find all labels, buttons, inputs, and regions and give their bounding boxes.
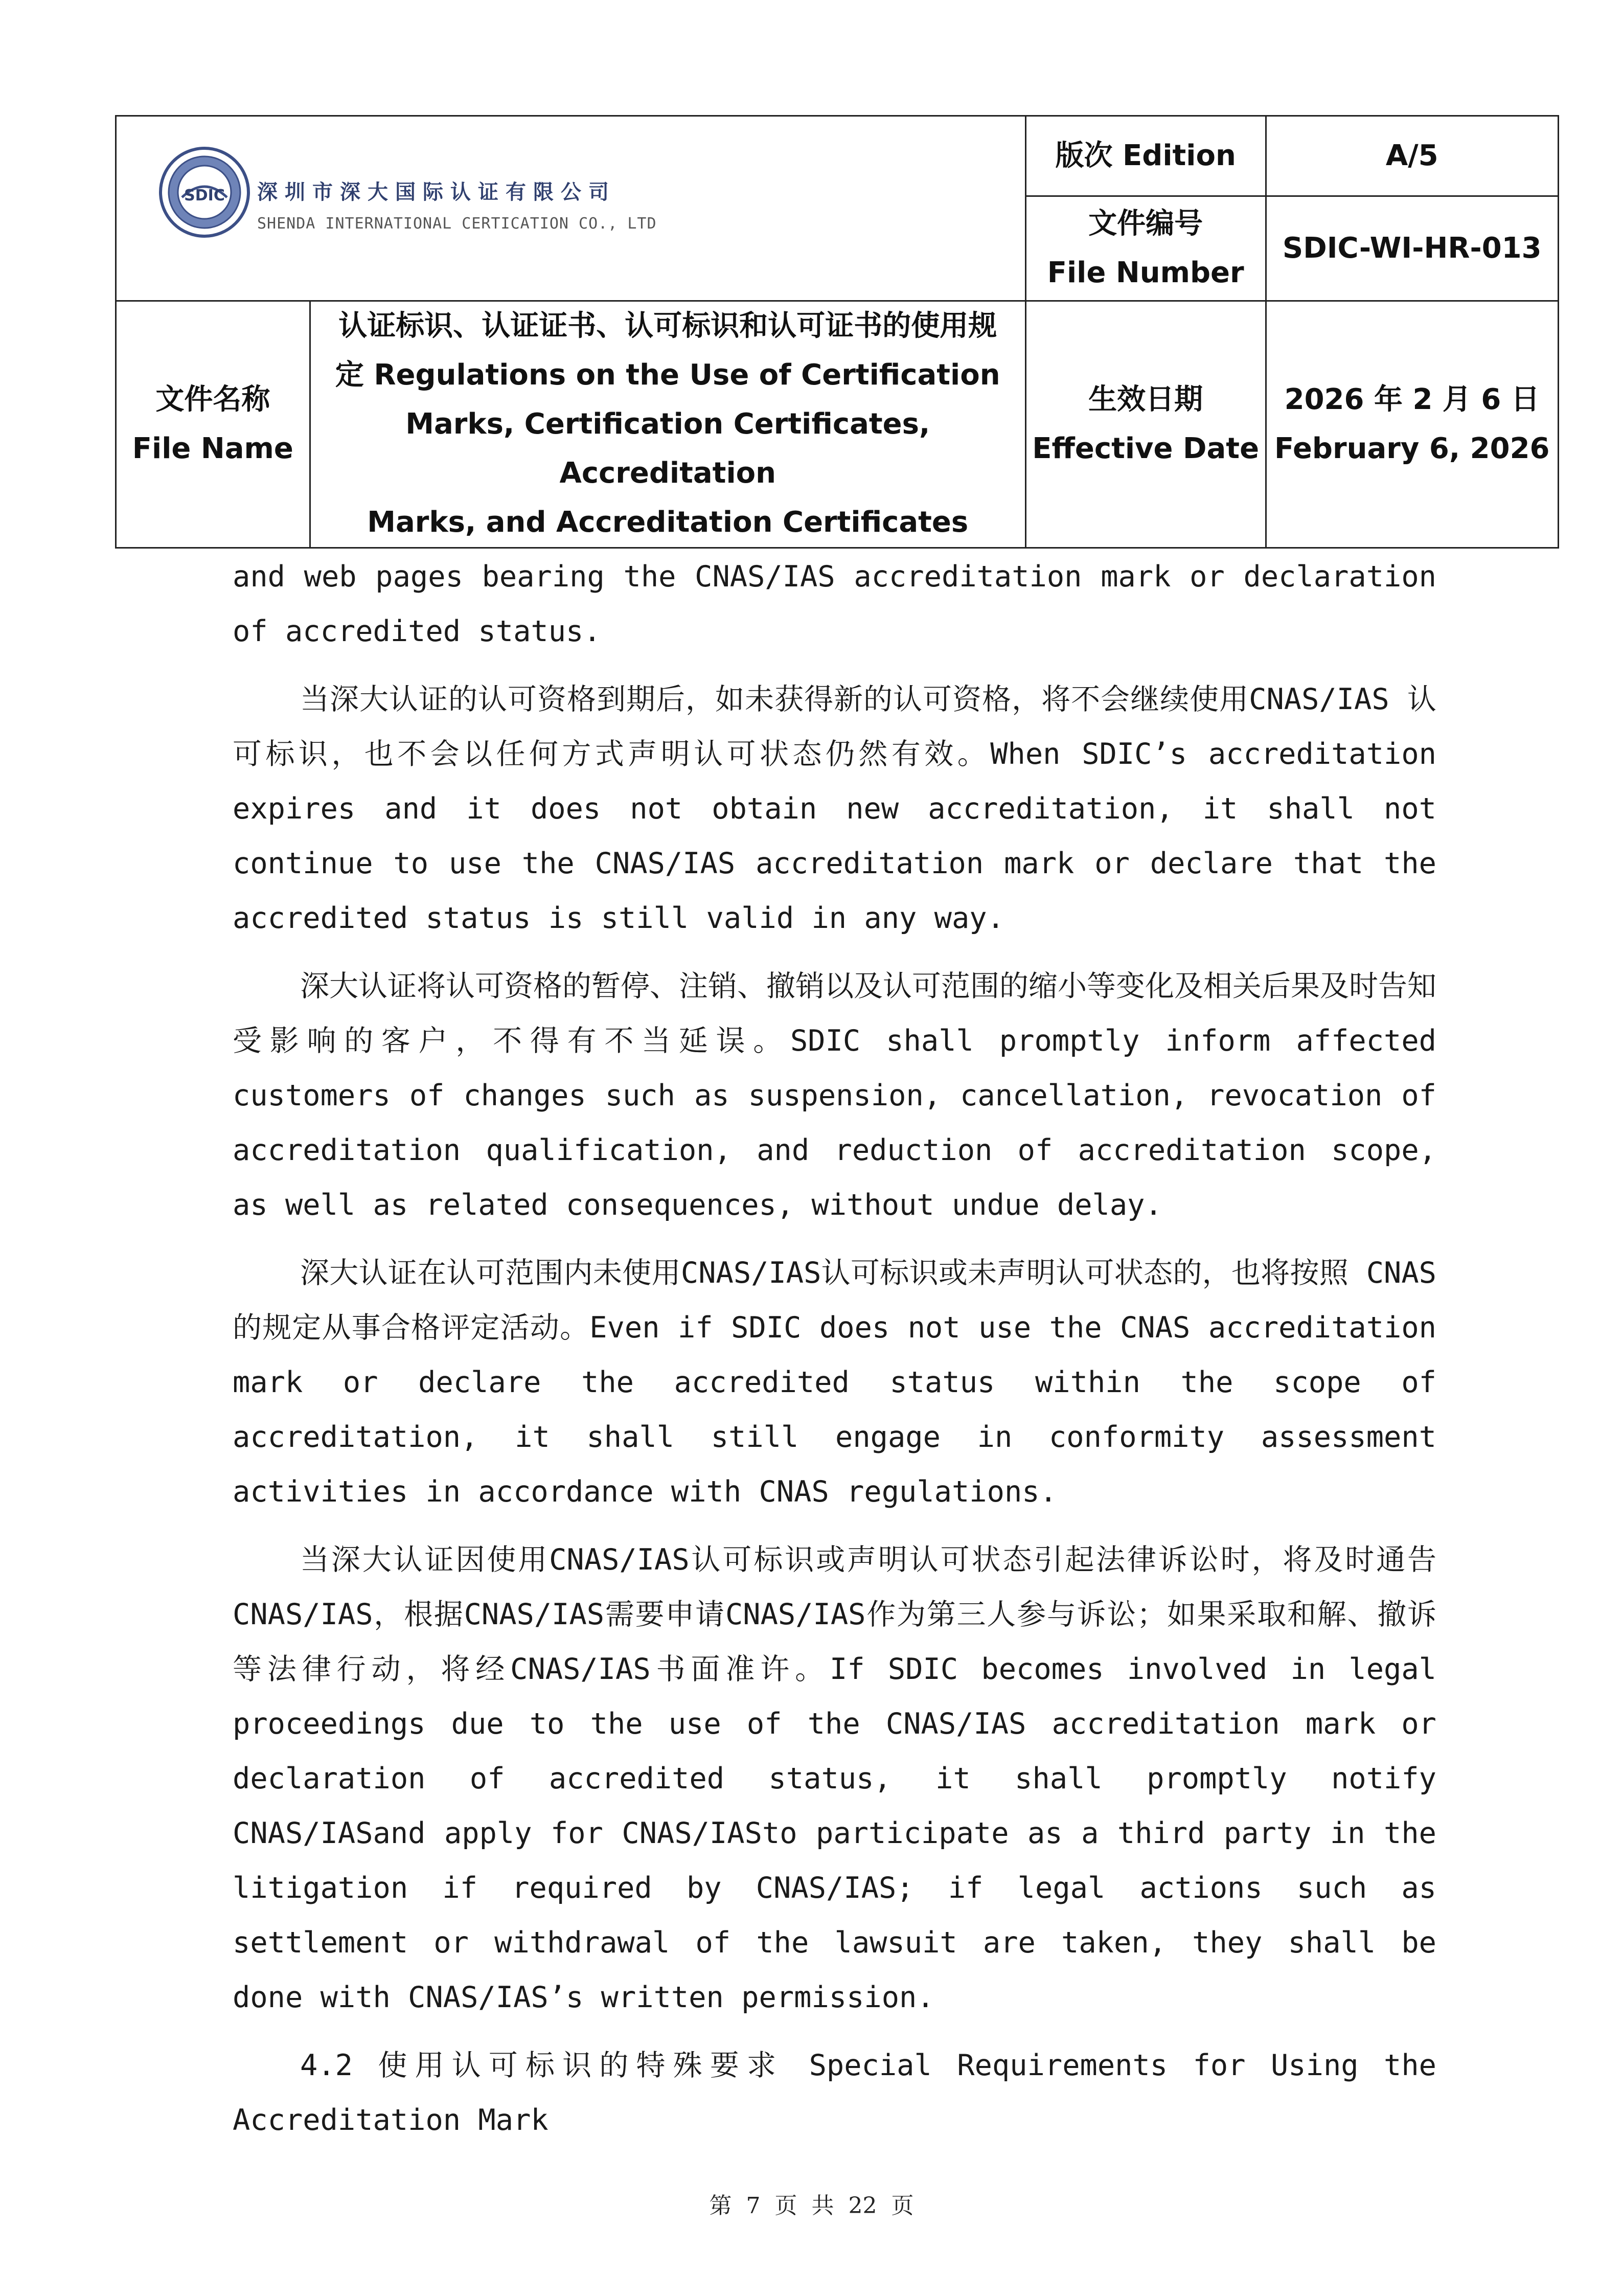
document-header-table [115, 115, 1559, 549]
file-name-label-en: File Name [132, 432, 293, 465]
effective-date-value [1266, 301, 1559, 548]
file-name-line-2: 定 Regulations on the Use of Certification [335, 358, 1000, 392]
effective-date-value-cn: 2026 年 2 月 6 日 [1284, 383, 1540, 416]
paragraph-accreditation-expiry: 当深大认证的认可资格到期后，如未获得新的认可资格，将不会继续使用CNAS/IAS 认可标识，也不会以任何方式声明认可状态仍然有效。When SDIC’s accreditation expires and it does not obtain new accreditation, it shall not continue to use the CNAS/IAS accreditation mark or declare that the accredited status is still valid in any way. [233, 683, 1436, 935]
file-number-label-cn: 文件编号 [1088, 207, 1203, 240]
file-number-value: SDIC-WI-HR-013 [1266, 196, 1559, 301]
file-name-label-cn: 文件名称 [155, 383, 270, 416]
paragraph-conformity-activities: 深大认证在认可范围内未使用CNAS/IAS认可标识或未声明认可状态的，也将按照 CNAS 的规定从事合格评定活动。Even if SDIC does not use the CNAS accreditation mark or declare the accredited status within the scope of accreditation, it shall still engage in conformity assessment activities in accordance with CNAS regulations. [233, 1256, 1436, 1509]
company-name-cn: 深圳市深大国际认证有限公司 [257, 180, 616, 204]
page-number-footer: 第 7 页 共 22 页 [709, 2193, 914, 2219]
paragraph-legal-proceedings: 当深大认证因使用CNAS/IAS认可标识或声明认可状态引起法律诉讼时，将及时通告CNAS/IAS，根据CNAS/IAS需要申请CNAS/IAS作为第三人参与诉讼；如果采取和解、撤诉等法律行动，将经CNAS/IAS书面准许。If SDIC becomes involved in legal proceedings due to the use of the CNAS/IAS accreditation mark or declaration of accredited status, it shall promptly notify CNAS/IASand apply for CNAS/IASto participate as a third party in the litigation if required by CNAS/IAS; if legal actions such as settlement or withdrawal of the lawsuit are taken, they shall be done with CNAS/IAS’s written permission. [233, 1543, 1436, 2014]
logo-text: SDIC [184, 187, 225, 204]
edition-label: 版次 Edition [1025, 116, 1266, 196]
section-heading-4-2: 4.2 使用认可标识的特殊要求 Special Requirements for Using the Accreditation Mark [233, 2049, 1436, 2137]
file-name-line-1: 认证标识、认证证书、认可标识和认可证书的使用规 [338, 309, 997, 343]
document-body [233, 550, 1436, 2161]
edition-value: A/5 [1266, 116, 1559, 196]
effective-date-label [1025, 301, 1266, 548]
file-number-label [1025, 196, 1266, 301]
paragraph-inform-customers: 深大认证将认可资格的暂停、注销、撤销以及认可范围的缩小等变化及相关后果及时告知受影响的客户，不得有不当延误。SDIC shall promptly inform affected customers of changes such as suspension, cancellation, revocation of accreditation qualification, and reduction of accreditation scope, as well as related consequences, without undue delay. [233, 969, 1436, 1222]
company-name-en: SHENDA INTERNATIONAL CERTICATION CO., LTD [257, 215, 657, 233]
effective-date-label-cn: 生效日期 [1088, 383, 1203, 416]
file-name-line-4: Marks, and Accreditation Certificates [367, 506, 969, 539]
effective-date-label-en: Effective Date [1032, 432, 1260, 465]
file-number-label-en: File Number [1047, 256, 1244, 289]
company-logo [158, 146, 250, 238]
file-name-line-3: Marks, Certification Certificates, Accreditation [405, 407, 930, 490]
paragraph-continued: and web pages bearing the CNAS/IAS accreditation mark or declaration of accredited status. [233, 560, 1436, 648]
file-name-value [310, 301, 1025, 548]
company-logo-cell [116, 116, 1026, 301]
file-name-label [116, 301, 310, 548]
effective-date-value-en: February 6, 2026 [1274, 432, 1550, 465]
